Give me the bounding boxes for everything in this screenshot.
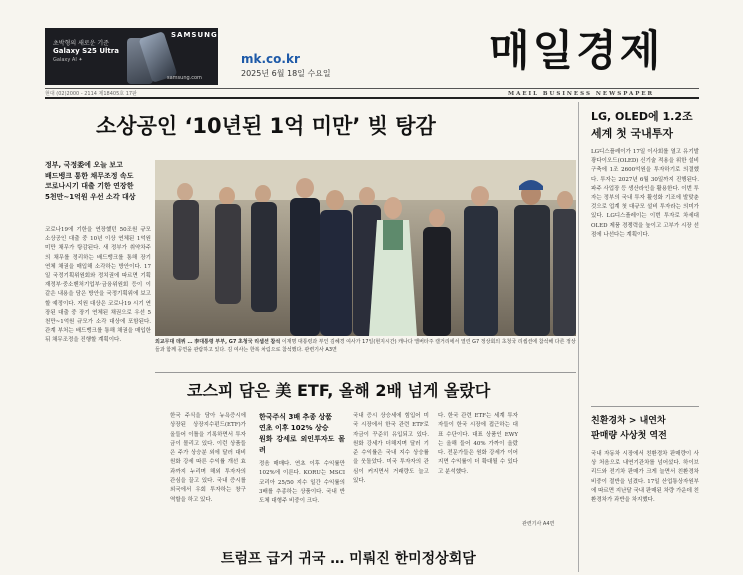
g7-reception-photo[interactable] [155, 160, 576, 336]
lead-sub4: 5천만~1억원 우선 소각 대상 [45, 192, 136, 201]
column-divider [578, 102, 579, 572]
ad-line3: Galaxy AI ✦ [53, 57, 83, 63]
lead-sub3: 코로나시기 대출 기한 연장한 [45, 182, 134, 190]
etf-col-1: 한국 주식을 담아 뉴욕증시에 상장된 상장지수펀드(ETF)가 올들어 이틀을 기록하면서 투자금이 몰리고 있다. 이런 상품들은 주가 상승분 외에 달러 대비 원화 강세 따른 수익률 개선 효과까지 누리며 해외 투자자의 관심을 끌고 있다. 국내 증시를 외국에서 우회 투자하는 창구 역할을 하고 있다. [170, 413, 246, 503]
divider [155, 372, 576, 373]
bottom-headline[interactable]: 트럼프 급거 귀국 … 미뤄진 한미정상회담 [221, 551, 476, 567]
lead-subheads [45, 160, 150, 202]
etf-headline[interactable]: 코스피 담은 美 ETF, 올해 2배 넘게 올랐다 [187, 381, 491, 400]
caption-title: 외교무대 데뷔 … 李대통령 부부, G7 초청국 리셉션 참석 [155, 339, 281, 345]
site-url[interactable]: mk.co.kr [241, 52, 300, 66]
eco-car-headline[interactable] [591, 414, 701, 444]
masthead: 매일경제 [489, 26, 664, 75]
etf-col-3: 국내 증시 상승세에 힘입어 미국 시장에서 한국 관련 ETF로 자금이 꾸준히 유입되고 있다. 원화 강세가 더해지며 달러 기준 수익률은 국내 지수 상승률을 웃돌았다. 미국 투자자의 관심이 커지면서 거래량도 늘고 있다. [353, 413, 429, 485]
eco-headline-2: 판매량 사상첫 역전 [591, 431, 667, 441]
lead-sub1: 정부, 국정委에 오늘 보고 [45, 161, 123, 169]
caption-text: 이재명 대통령과 부인 김혜경 여사가 17일(현지시간) 캐나다 앨버타주 캘거리에서 열린 G7 정상회의 초청국 리셉션에 참석해 다른 정상들과 함께 공연을 관람하고 있다. 김 여사는 한복 차림으로 참석했다. [155, 339, 576, 353]
divider [591, 406, 699, 407]
etf-col-2: 정음 매매다. 연초 이후 수익률만 102%에 이른다. KORU는 MSCI 코리아 25/50 지수 일간 수익률의 3배를 추종하는 상품이다. 국내 반도체 대형주 비중이 크다. [259, 461, 345, 505]
ad-line1: 초박형의 새로운 기준 [53, 40, 109, 47]
etf-col-4: 다. 한국 관련 ETF는 세계 투자자들이 한국 시장에 접근하는 대표 수단이다. 대표 상품인 EWY는 올해 들어 40% 가까이 올랐다. 전문가들은 원화 강세가 이어지면 수익률이 더 확대될 수 있다고 분석했다. [438, 413, 518, 475]
lead-headline[interactable]: 소상공인 ‘10년된 1억 미만’ 빚 탕감 [96, 114, 436, 138]
etf-sub3: 원화 강세로 외인투자도 몰려 [259, 435, 345, 454]
divider [45, 88, 699, 89]
eco-car-body: 국내 자동차 시장에서 친환경차 판매량이 사상 처음으로 내연기관차를 넘어섰다. 하이브리드와 전기차 판매가 크게 늘면서 친환경차 비중이 절반을 넘겼다. 17일 산업통상자원부에 따르면 지난달 국내 판매된 차량 가운데 친환경차가 과반을 차지했다. [591, 451, 699, 504]
eco-headline-1: 친환경차 > 내연차 [591, 416, 666, 426]
lg-headline[interactable] [591, 108, 701, 142]
etf-credit: 관련기사 A4면 [522, 521, 555, 527]
issue-date: 2025년 6월 18일 수요일 [241, 69, 331, 78]
issue-info: 현대 (02)2000 - 2114 제18405호 17판 [45, 91, 137, 97]
lg-headline-1: LG, OLED에 1.2조 [591, 110, 693, 123]
lead-body: 코로나19에 기한을 연장했던 50조원 규모 소상공인 대출 중 10년 이상 연체된 1억원 미만 채무가 탕감된다. 새 정부가 취약차주의 채무를 정리하는 배드뱅크를 통해 장기 연체 채권을 매입해 소각하는 방안이다. 17일 국정기획위원회와 정치권에 따르면 기획재정부·중소벤처기업부·금융위원회 등이 이 같은 내용을 담은 방안을 국정기획위에 보고할 예정이다. 지원 대상은 코로나19 시기 연장된 대출 중 장기 연체된 채권으로 우선 5천만~1억원 규모가 소각 대상에 포함된다. 관계 부처는 배드뱅크를 통해 채권을 매입한 뒤 채무조정을 진행할 계획이다. [45, 227, 151, 344]
ad-brand: SAMSUNG [171, 31, 218, 39]
masthead-english: MAEIL BUSINESS NEWSPAPER [508, 91, 655, 97]
lead-sub2: 배드뱅크 통한 채무조정 속도 [45, 171, 134, 180]
ad-url: samsung.com [167, 75, 202, 81]
etf-sub1: 한국주식 3배 추종 상품 [259, 413, 333, 421]
lg-headline-2: 세계 첫 국내투자 [591, 127, 674, 140]
photo-caption [155, 338, 576, 354]
ad-line2: Galaxy S25 Ultra [53, 47, 119, 55]
samsung-ad[interactable] [45, 28, 218, 85]
divider [45, 97, 699, 99]
lg-body: LG디스플레이가 17일 이사회를 열고 유기발광다이오드(OLED) 신기술 적용을 위한 설비 구축에 1조 2600억원을 투자하기로 의결했다. 투자는 2027년 6월 30일까지 진행된다. 파주 사업장 등 생산라인을 활용한다. 이번 투자는 정부의 국내 투자 활성화 기조에 발맞춘 것으로 업계 첫 대규모 설비 투자라는 의미가 있다. LG디스플레이는 이번 투자로 차세대 OLED 제품 경쟁력을 높이고 고부가 시장 선점에 나선다는 계획이다. [591, 149, 699, 238]
caption-credit: 관련기사 A3면 [304, 347, 337, 353]
etf-sub2: 연초 이후 102% 상승 [259, 424, 329, 432]
etf-subhead-box [259, 412, 345, 506]
